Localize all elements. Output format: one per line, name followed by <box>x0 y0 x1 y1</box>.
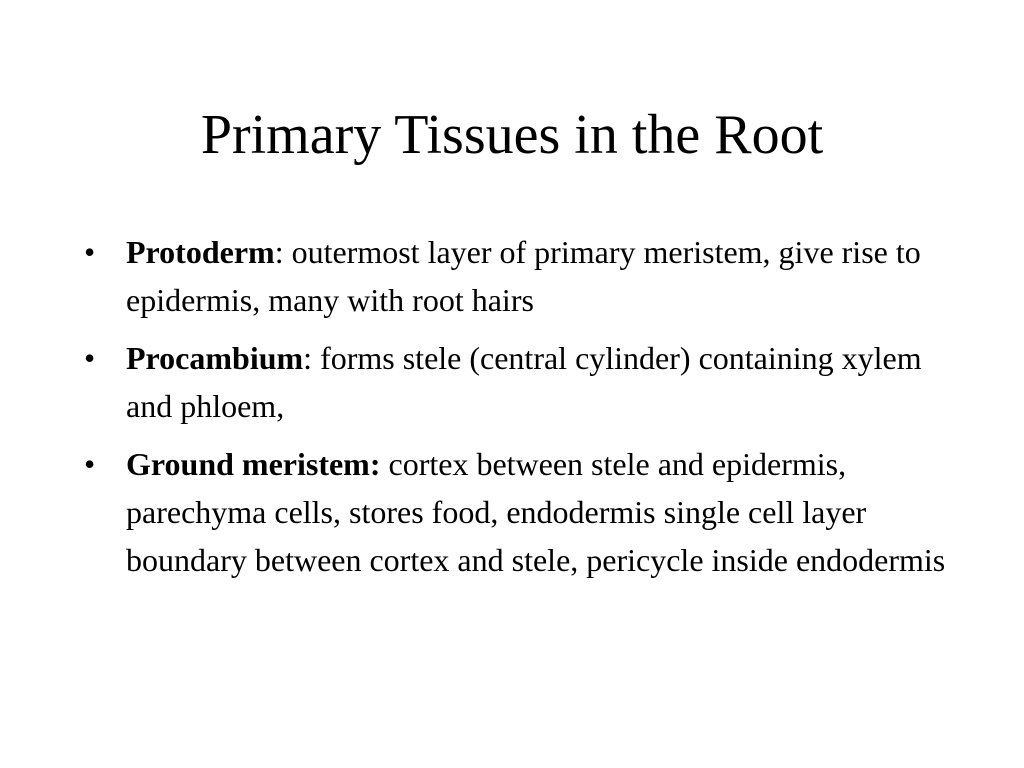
bullet-term: Procambium <box>126 340 304 376</box>
bullet-list <box>84 228 946 594</box>
bullet-text: cortex between stele and epidermis, parechyma cells, stores food, endodermis single cell layer boundary between cortex and stele, pericycle inside endodermis <box>126 446 946 578</box>
bullet-term: Protoderm <box>126 234 275 270</box>
bullet-term: Ground meristem: <box>126 446 381 482</box>
bullet-item-procambium <box>84 334 946 430</box>
bullet-text: outermost layer of primary meristem, give rise to epidermis, many with root hairs <box>126 234 921 318</box>
bullet-icon: • <box>84 340 96 376</box>
bullet-text: forms stele (central cylinder) containing xylem and phloem, <box>126 340 922 424</box>
slide-title: Primary Tissues in the Root <box>200 104 824 166</box>
bullet-term-separator: : <box>303 340 313 376</box>
bullet-item-protoderm <box>84 228 946 324</box>
bullet-icon: • <box>84 234 96 270</box>
bullet-item-ground-meristem <box>84 440 946 584</box>
bullet-icon: • <box>84 446 96 482</box>
bullet-term-separator: : <box>274 234 284 270</box>
